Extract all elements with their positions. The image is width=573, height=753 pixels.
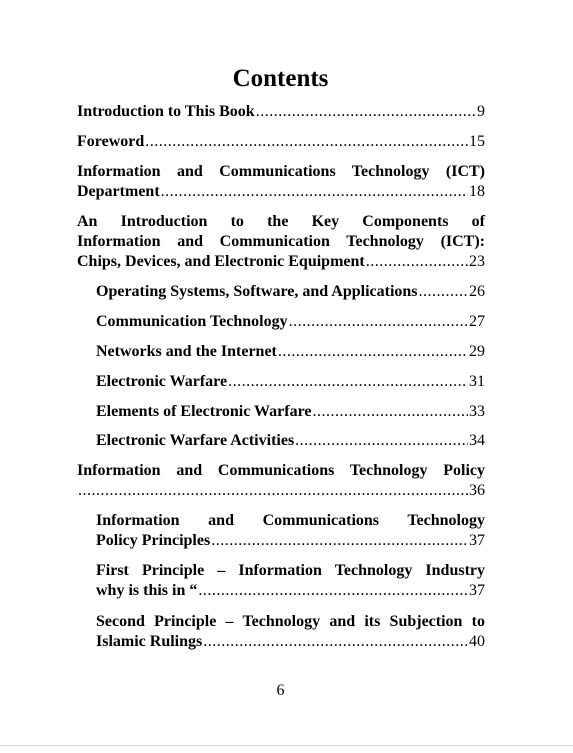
toc-entry-title-cont: Policy Principles bbox=[96, 532, 211, 549]
toc-entry-title: Information and Communications Technology Policy bbox=[77, 462, 485, 479]
toc-entry-title: Electronic Warfare bbox=[96, 373, 228, 390]
toc-entry-title: Foreword bbox=[77, 133, 145, 150]
toc-entry-elements-electronic-warfare[interactable] bbox=[96, 402, 485, 422]
toc-entry-page: 33 bbox=[469, 403, 485, 420]
toc-entry-electronic-warfare[interactable] bbox=[96, 372, 485, 392]
dot-leader bbox=[145, 132, 468, 152]
toc-entry-ict-department[interactable] bbox=[77, 162, 485, 202]
toc-entry-title: Electronic Warfare Activities bbox=[96, 432, 295, 449]
dot-leader bbox=[203, 632, 468, 652]
dot-leader bbox=[211, 531, 468, 551]
dot-leader bbox=[278, 342, 468, 362]
toc-entry-operating-systems[interactable] bbox=[96, 282, 485, 302]
dot-leader bbox=[198, 581, 468, 601]
dot-leader bbox=[366, 252, 468, 272]
toc-entry-title: Communication Technology bbox=[96, 313, 288, 330]
toc-entry-title: Information and Communications Technology bbox=[96, 512, 485, 529]
toc-entry-electronic-warfare-activities[interactable] bbox=[96, 431, 485, 451]
toc-entry-title-cont: Information and Communication Technology (ICT): bbox=[77, 233, 485, 250]
toc-entry-title-cont: Department bbox=[77, 183, 160, 200]
toc-entry-page: 36 bbox=[469, 482, 485, 499]
toc-entry-ict-policy[interactable] bbox=[77, 461, 485, 501]
page-title: Contents bbox=[232, 65, 329, 92]
dot-leader bbox=[289, 312, 468, 332]
toc-entry-title: Operating Systems, Software, and Applications bbox=[96, 283, 418, 300]
toc-entry-page: 9 bbox=[477, 103, 485, 120]
toc-entry-title: Second Principle – Technology and its Subjection to bbox=[96, 613, 485, 630]
toc-entry-title-cont: why is this in “ bbox=[96, 582, 198, 599]
toc-entry-page: 26 bbox=[469, 283, 485, 300]
toc-entry-title-cont: Chips, Devices, and Electronic Equipment bbox=[77, 253, 365, 270]
toc-entry-second-principle[interactable] bbox=[96, 612, 485, 652]
toc-entry-page: 27 bbox=[469, 313, 485, 330]
toc-entry-title: An Introduction to the Key Components of bbox=[77, 213, 485, 230]
toc-entry-foreword[interactable] bbox=[77, 132, 485, 152]
dot-leader bbox=[295, 431, 468, 451]
dot-leader bbox=[256, 102, 476, 122]
toc-entry-page: 34 bbox=[469, 432, 485, 449]
toc-entry-page: 18 bbox=[469, 183, 485, 200]
toc-entry-page: 23 bbox=[469, 253, 485, 270]
toc-entry-first-principle[interactable] bbox=[96, 561, 485, 601]
dot-leader bbox=[78, 481, 468, 501]
toc-entry-communication-technology[interactable] bbox=[96, 312, 485, 332]
dot-leader bbox=[161, 182, 468, 202]
toc-entry-title: Networks and the Internet bbox=[96, 343, 277, 360]
dot-leader bbox=[313, 402, 468, 422]
page-bottom-divider bbox=[0, 745, 573, 746]
toc-entry-page: 31 bbox=[469, 373, 485, 390]
toc-entry-page: 37 bbox=[469, 582, 485, 599]
page-number: 6 bbox=[276, 682, 285, 699]
toc-entry-title: Elements of Electronic Warfare bbox=[96, 403, 312, 420]
toc-entry-page: 15 bbox=[469, 133, 485, 150]
toc-entry-networks[interactable] bbox=[96, 342, 485, 362]
dot-leader bbox=[228, 372, 468, 392]
toc-entry-title: Information and Communications Technology (ICT) bbox=[77, 163, 485, 180]
dot-leader bbox=[419, 282, 468, 302]
toc-entry-title: Introduction to This Book bbox=[77, 103, 255, 120]
toc-entry-policy-principles[interactable] bbox=[96, 511, 485, 551]
toc-entry-key-components[interactable] bbox=[77, 212, 485, 272]
toc-entry-title: First Principle – Information Technology Industry bbox=[96, 562, 485, 579]
toc-entry-page: 29 bbox=[469, 343, 485, 360]
toc-entry-page: 37 bbox=[469, 532, 485, 549]
toc-entry-page: 40 bbox=[469, 633, 485, 650]
toc-entry-introduction[interactable] bbox=[77, 102, 485, 122]
toc-entry-title-cont: Islamic Rulings bbox=[96, 633, 203, 650]
